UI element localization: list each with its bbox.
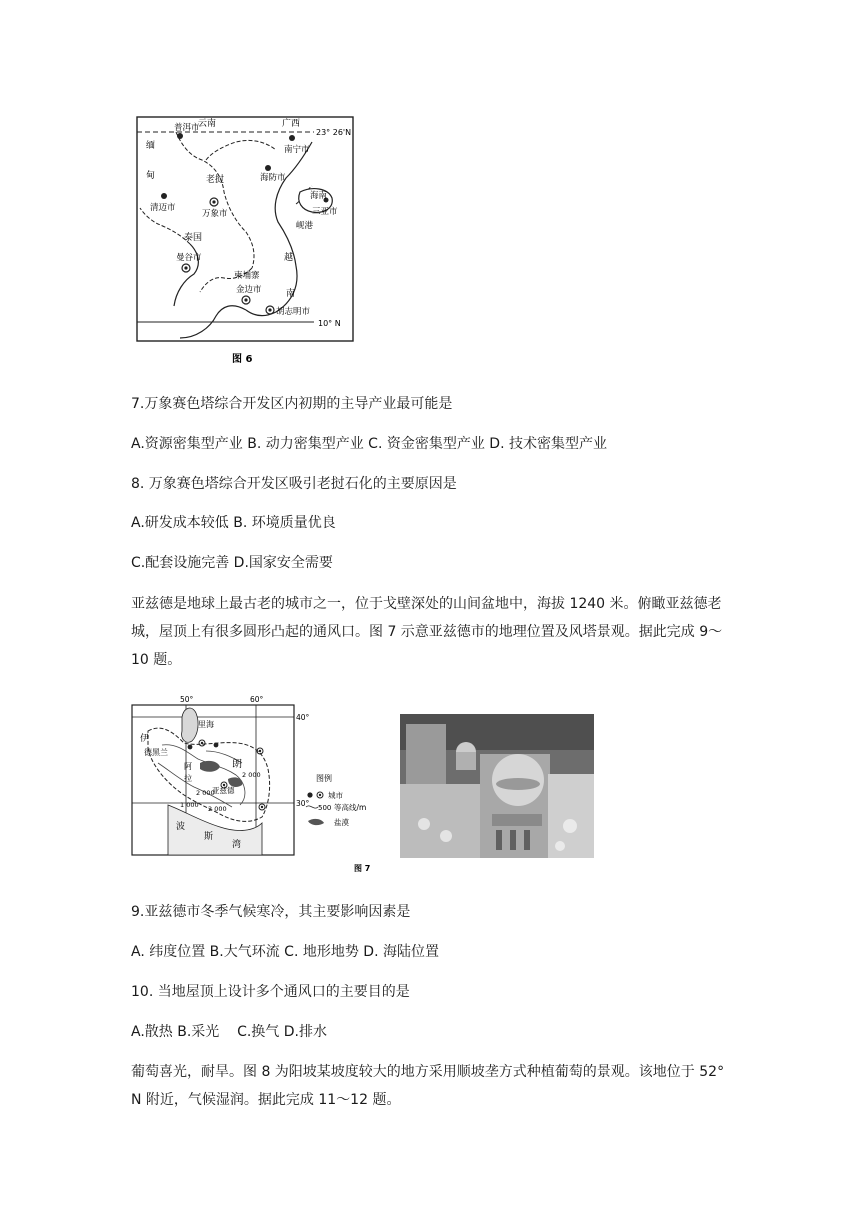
map7-label: 2 000	[242, 771, 261, 779]
map6-label: 23° 26'N	[316, 128, 352, 137]
map6-label: 缅	[146, 141, 156, 151]
passage-yazd: 亚兹德是地球上最古老的城市之一，位于戈壁深处的山间盆地中，海拔 1240 米。俯瞰亚兹德老城，屋顶上有很多圆形凸起的通风口。图 7 示意亚兹德市的地理位置及风塔景观。据此完成 9～10 题。	[131, 596, 723, 668]
map6-label: 云南	[198, 119, 217, 129]
map7-label: 50°	[180, 695, 194, 704]
figure-7-caption: 图 7	[354, 864, 371, 873]
map6-label: 泰国	[184, 233, 203, 243]
map6-label: 海防市	[260, 173, 286, 183]
legend-city: 城市	[328, 791, 343, 800]
legend-title: 图例	[316, 774, 332, 783]
map6-label: 普洱市	[174, 123, 200, 133]
map6-label: 曼谷市	[176, 253, 202, 263]
map6-label: 胡志明市	[276, 307, 311, 317]
figure-6-caption: 图 6	[232, 354, 253, 365]
question-7-options: A.资源密集型产业 B. 动力密集型产业 C. 资金密集型产业 D. 技术密集型产业	[131, 436, 607, 452]
map7-label: 2 000	[196, 789, 215, 797]
map7-label: 德黑兰	[144, 748, 168, 757]
map7-label: 湾	[232, 840, 242, 850]
map7-label: 朗	[232, 759, 242, 770]
map7-label: 40°	[296, 713, 310, 722]
map6-label: 岘港	[296, 221, 314, 231]
map6-label: 10° N	[318, 319, 341, 328]
question-8-options-line2: C.配套设施完善 D.国家安全需要	[131, 555, 333, 571]
map6-label: 清迈市	[150, 203, 176, 213]
passage-grapes: 葡萄喜光，耐旱。图 8 为阳坡某坡度较大的地方采用顺坡垄方式种植葡萄的景观。该地位于 52° N 附近，气候湿润。据此完成 11～12 题。	[131, 1064, 725, 1108]
map6-label: 越	[284, 253, 294, 263]
map6-label: 广西	[282, 119, 301, 129]
question-10-options: A.散热 B.采光 C.换气 D.排水	[131, 1024, 327, 1040]
question-9-stem: 9.亚兹德市冬季气候寒冷，其主要影响因素是	[131, 904, 411, 920]
map7-label: 拉	[184, 774, 192, 783]
map7-label: 亚兹德	[212, 786, 235, 795]
map7-label: 60°	[250, 695, 264, 704]
map7-label: 阿	[184, 762, 192, 771]
map7-label: 里海	[198, 720, 214, 729]
question-8-options-line1: A.研发成本较低 B. 环境质量优良	[131, 515, 336, 531]
legend-contour: 等高线/m	[334, 803, 367, 812]
legend-salt: 盐漠	[334, 818, 349, 827]
figure-7-map	[128, 693, 398, 873]
map6-label: 三亚市	[312, 207, 338, 217]
map6-label: 柬埔寨	[234, 271, 260, 281]
map6-label: 海南	[310, 191, 328, 201]
map7-label: 2 000	[208, 805, 227, 813]
figure-6-map	[136, 116, 356, 366]
question-8-stem: 8. 万象赛色塔综合开发区吸引老挝石化的主要原因是	[131, 476, 457, 492]
question-10-stem: 10. 当地屋顶上设计多个通风口的主要目的是	[131, 984, 410, 1000]
map7-label: 斯	[204, 832, 214, 842]
map6-label: 甸	[146, 171, 156, 181]
figure-7-photo	[400, 714, 594, 858]
map6-label: 万象市	[202, 209, 228, 219]
map7-label: 30°	[296, 799, 310, 808]
map7-label: 1 000	[180, 801, 199, 809]
map6-label: 南宁市	[284, 145, 310, 155]
map7-label: 波	[176, 822, 186, 832]
question-7-stem: 7.万象赛色塔综合开发区内初期的主导产业最可能是	[131, 396, 453, 412]
map6-label: 老挝	[206, 175, 225, 185]
question-9-options: A. 纬度位置 B.大气环流 C. 地形地势 D. 海陆位置	[131, 944, 439, 960]
map6-label: 金边市	[236, 285, 262, 295]
map6-label: 南	[286, 289, 296, 299]
map7-label: 伊	[140, 734, 150, 744]
legend-contour-value: 500	[318, 804, 332, 812]
